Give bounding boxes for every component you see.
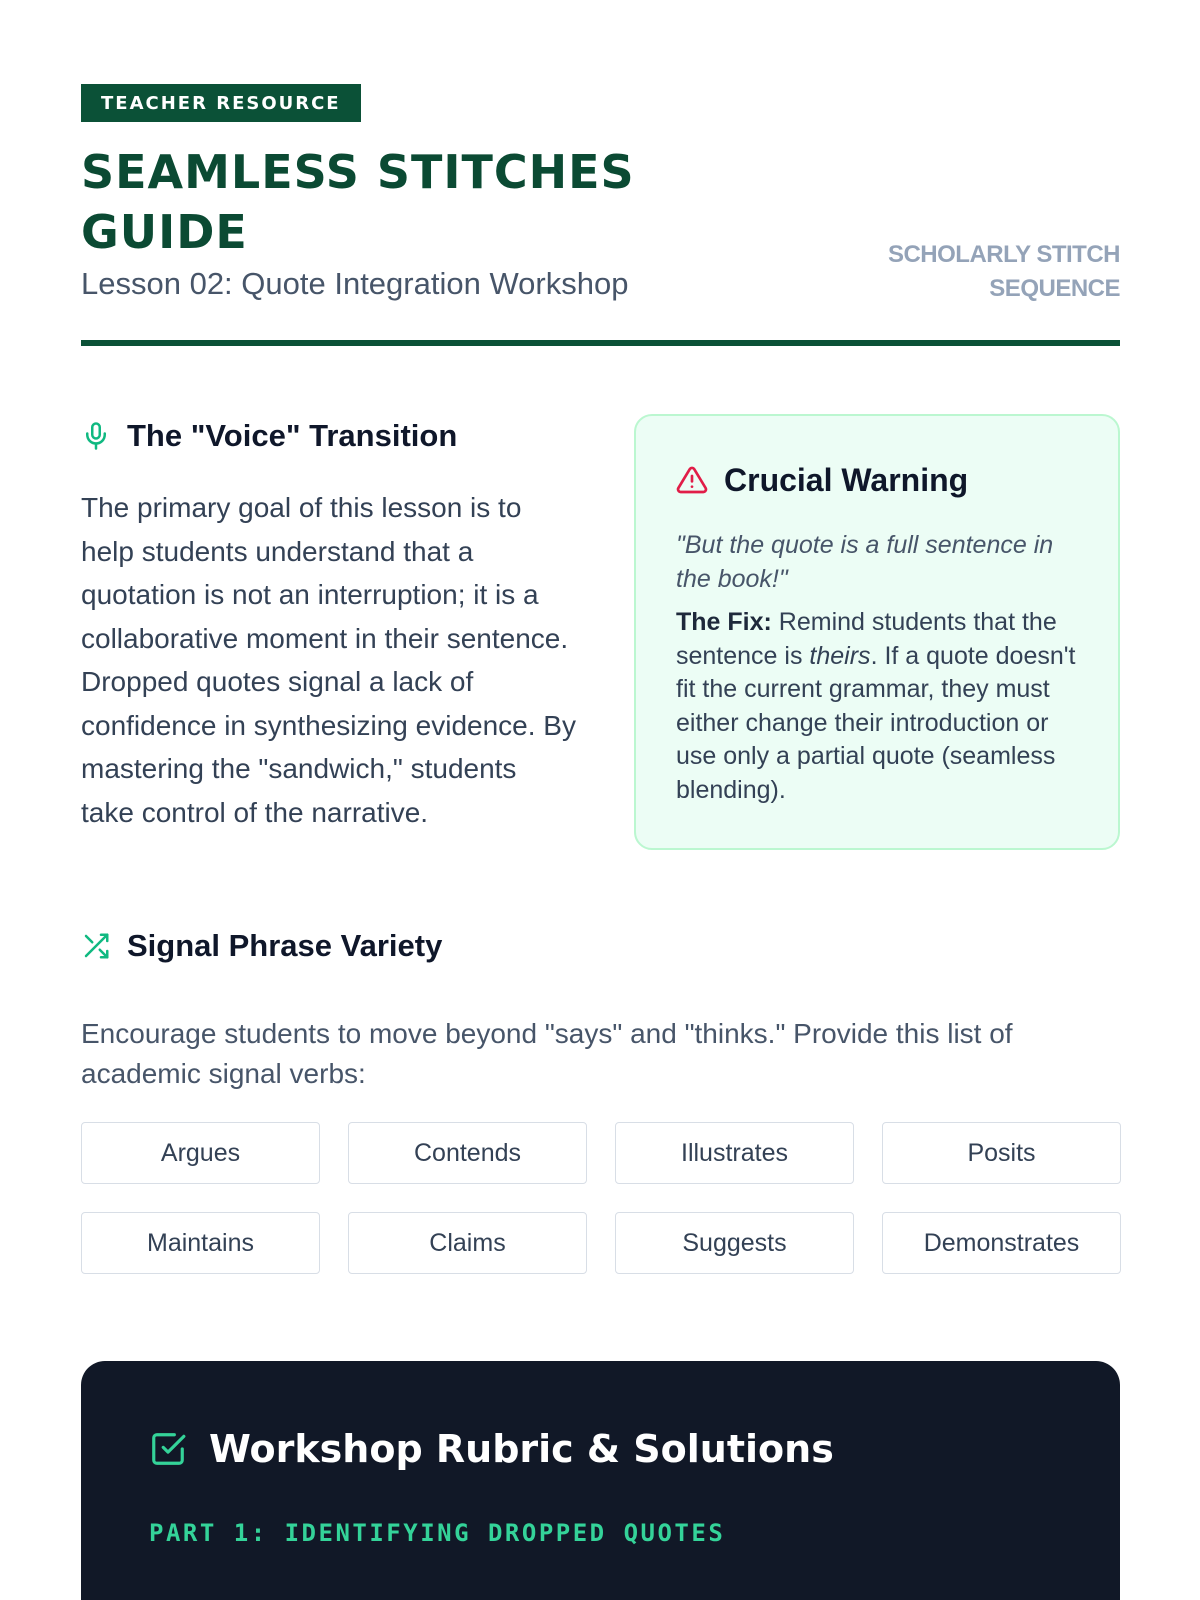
voice-row (81, 414, 1120, 850)
fix-text-1: Remind students that the sentence is (676, 608, 1057, 670)
verb-chip-maintains: Maintains (81, 1212, 320, 1274)
shuffle-icon (81, 931, 111, 961)
verb-chip-demonstrates: Demonstrates (882, 1212, 1121, 1274)
voice-body: The primary goal of this lesson is to help students understand that a quotation is not an interruption; it is a collaborative moment in their sentence. Dropped quotes signal a lack of confidence in synthesizing evidence. By mastering the "sandwich," students take control of the narrative. (81, 492, 576, 828)
warning-title: Crucial Warning (724, 461, 969, 498)
lesson-subtitle: Lesson 02: Quote Integration Workshop (81, 266, 629, 301)
series-label-line-1: SCHOLARLY STITCH (887, 241, 1120, 268)
signal-section (81, 924, 1120, 1274)
verb-chip-suggests: Suggests (615, 1212, 854, 1274)
teacher-resource-badge: TEACHER RESOURCE (81, 84, 361, 122)
signal-title: Signal Phrase Variety (127, 928, 443, 963)
page-header (81, 84, 1120, 346)
verb-chip-contends: Contends (348, 1122, 587, 1184)
series-label-line-2: SEQUENCE (989, 275, 1120, 302)
page (81, 84, 1120, 1274)
rubric-title: Workshop Rubric & Solutions (209, 1427, 834, 1471)
warning-heading (676, 458, 1078, 502)
series-label (888, 238, 1120, 306)
part-1-heading: PART 1: IDENTIFYING DROPPED QUOTES (149, 1519, 726, 1547)
crucial-warning-card (634, 414, 1120, 850)
checkbox-icon (149, 1430, 187, 1468)
verb-chip-illustrates: Illustrates (615, 1122, 854, 1184)
voice-section (81, 414, 576, 834)
verb-chip-claims: Claims (348, 1212, 587, 1274)
workshop-rubric-panel (81, 1361, 1120, 1600)
verb-chip-argues: Argues (81, 1122, 320, 1184)
warning-fix (676, 606, 1078, 807)
signal-verb-grid (81, 1122, 1120, 1274)
voice-title: The "Voice" Transition (127, 418, 458, 453)
signal-heading (81, 924, 1120, 968)
warning-triangle-icon (676, 464, 708, 496)
fix-label: The Fix: (676, 608, 772, 636)
voice-heading (81, 414, 576, 458)
microphone-icon (81, 420, 111, 452)
rubric-heading (149, 1427, 1052, 1471)
warning-quote: "But the quote is a full sentence in the book!" (676, 531, 1054, 593)
fix-emphasis: theirs (809, 641, 871, 670)
signal-intro: Encourage students to move beyond "says" and "thinks." Provide this list of academic signal verbs: (81, 1018, 1013, 1089)
verb-chip-posits: Posits (882, 1122, 1121, 1184)
fix-text-2: . If a quote doesn't fit the current grammar, they must either change their introduction or use only a partial quote (seamless blending). (676, 641, 1076, 804)
page-title: SEAMLESS STITCHES GUIDE (81, 145, 635, 259)
